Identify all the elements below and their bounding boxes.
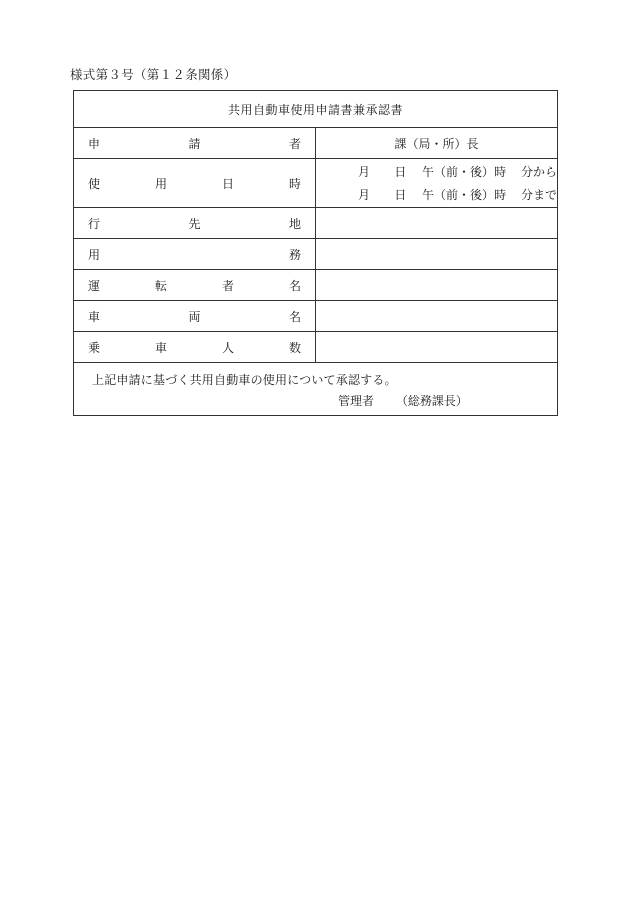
end-day: 日 <box>394 188 407 202</box>
applicant-field[interactable] <box>316 128 558 159</box>
row-driver <box>74 270 558 301</box>
row-datetime <box>74 159 558 208</box>
row-vehicle <box>74 301 558 332</box>
label-char: 名 <box>288 278 301 293</box>
row-business <box>74 239 558 270</box>
label-char: 者 <box>288 136 301 151</box>
vehicle-field[interactable] <box>316 301 558 332</box>
row-destination <box>74 208 558 239</box>
label-char: 名 <box>288 309 301 324</box>
passengers-field[interactable] <box>316 332 558 363</box>
label-char: 数 <box>288 340 301 355</box>
start-ampm: 午（前・後） <box>422 165 495 179</box>
manager-title: （総務課長） <box>395 394 468 408</box>
label-char: 地 <box>288 216 301 231</box>
label-driver <box>74 270 316 301</box>
start-day: 日 <box>394 165 407 179</box>
form-number: 様式第３号（第１２条関係） <box>70 67 237 82</box>
label-char: 日 <box>221 176 234 191</box>
label-char: 乗 <box>88 340 101 355</box>
label-char: 使 <box>88 176 101 191</box>
end-minute: 分まで <box>520 188 557 202</box>
form-title: 共用自動車使用申請書兼承認書 <box>74 91 558 128</box>
end-hour: 時 <box>494 188 507 202</box>
label-char: 車 <box>154 340 167 355</box>
label-char: 申 <box>88 136 101 151</box>
approval-statement: 上記申請に基づく共用自動車の使用について承認する。 <box>92 373 397 387</box>
datetime-field[interactable] <box>316 159 558 208</box>
label-char: 請 <box>188 136 201 151</box>
end-datetime-line <box>316 183 557 206</box>
label-destination <box>74 208 316 239</box>
start-minute: 分から <box>520 165 557 179</box>
destination-field[interactable] <box>316 208 558 239</box>
label-char: 人 <box>221 340 234 355</box>
label-datetime <box>74 159 316 208</box>
label-char: 運 <box>88 278 101 293</box>
manager-label: 管理者 <box>338 394 375 408</box>
label-char: 行 <box>88 216 101 231</box>
label-business <box>74 239 316 270</box>
label-char: 両 <box>188 309 201 324</box>
label-applicant <box>74 128 316 159</box>
label-char: 時 <box>288 176 301 191</box>
label-char: 転 <box>154 278 167 293</box>
label-char: 車 <box>88 309 101 324</box>
label-char: 先 <box>188 216 201 231</box>
label-char: 用 <box>154 176 167 191</box>
business-field[interactable] <box>316 239 558 270</box>
label-char: 務 <box>288 247 301 262</box>
label-char: 用 <box>88 247 101 262</box>
label-char: 者 <box>221 278 234 293</box>
approval-section <box>74 363 558 416</box>
label-vehicle <box>74 301 316 332</box>
end-ampm: 午（前・後） <box>422 188 495 202</box>
manager-signature-line <box>74 388 557 409</box>
application-form-table <box>73 90 558 416</box>
row-passengers <box>74 332 558 363</box>
end-month: 月 <box>358 188 371 202</box>
start-datetime-line <box>316 160 557 183</box>
start-hour: 時 <box>494 165 507 179</box>
applicant-department-text: 課（局・所）長 <box>394 136 479 151</box>
label-passengers <box>74 332 316 363</box>
driver-field[interactable] <box>316 270 558 301</box>
row-approval <box>74 363 558 416</box>
row-applicant <box>74 128 558 159</box>
start-month: 月 <box>358 165 371 179</box>
